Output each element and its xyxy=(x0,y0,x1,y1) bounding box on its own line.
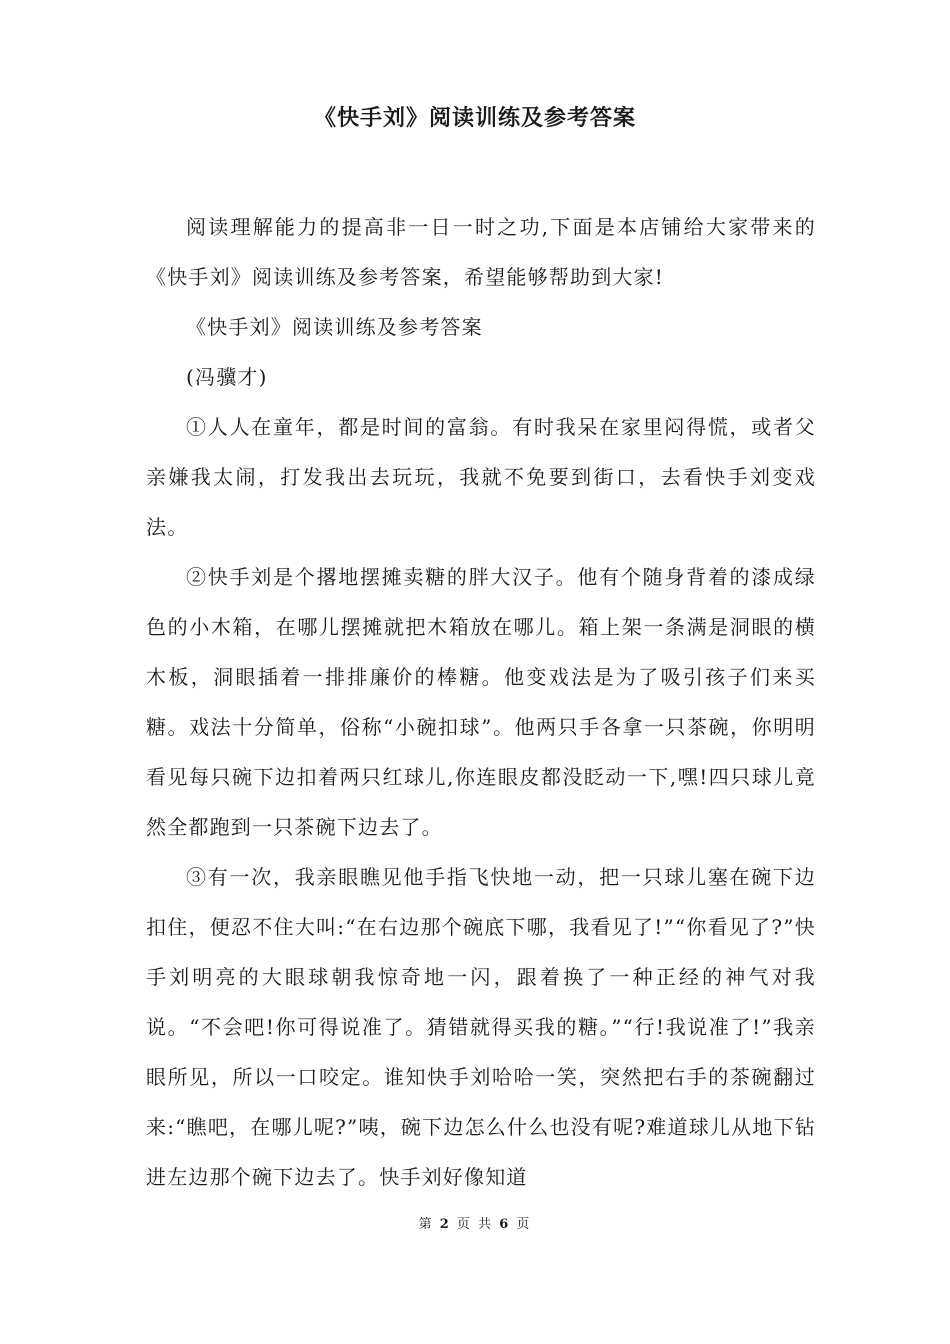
paragraph-2: ②快手刘是个撂地摆摊卖糖的胖大汉子。他有个随身背着的漆成绿色的小木箱，在哪儿摆摊就把木箱放在哪儿。箱上架一条满是洞眼的横木板，洞眼插着一排排廉价的棒糖。他变戏法是为了吸引孩子们来买糖。戏法十分简单，俗称“小碗扣球”。他两只手各拿一只茶碗，你明明看见每只碗下边扣着两只红球儿,你连眼皮都没眨动一下,嘿!四只球儿竟然全都跑到一只茶碗下边去了。 xyxy=(146,565,816,839)
footer-total-pages: 6 xyxy=(499,1217,511,1232)
footer-middle: 页 共 xyxy=(456,1217,494,1232)
paragraph-1: ①人人在童年，都是时间的富翁。有时我呆在家里闷得慌，或者父亲嫌我太闹，打发我出去玩玩，我就不免要到街口，去看快手刘变戏法。 xyxy=(146,415,816,539)
page-footer xyxy=(0,1216,950,1234)
footer-page-number: 2 xyxy=(439,1217,451,1232)
paragraph-author: (冯骥才) xyxy=(186,365,268,389)
paragraph-3: ③有一次，我亲眼瞧见他手指飞快地一动，把一只球儿塞在碗下边扣住，便忍不住大叫:“在右边那个碗底下哪，我看见了!”“你看见了?”快手刘明亮的大眼球朝我惊奇地一闪，跟着换了一种正经的神气对我说。“不会吧!你可得说准了。猜错就得买我的糖。”“行!我说准了!”我亲眼所见，所以一口咬定。谁知快手刘哈哈一笑，突然把右手的茶碗翻过来:“瞧吧，在哪儿呢?”咦，碗下边怎么什么也没有呢?难道球儿从地下钻进左边那个碗下边去了。快手刘好像知道 xyxy=(146,865,816,1189)
document-title: 《快手刘》阅读训练及参考答案 xyxy=(313,106,636,131)
document-body xyxy=(146,202,816,1202)
footer-prefix: 第 xyxy=(418,1217,434,1232)
paragraph-subtitle: 《快手刘》阅读训练及参考答案 xyxy=(186,315,483,339)
footer-suffix: 页 xyxy=(516,1217,532,1232)
paragraph-intro: 阅读理解能力的提高非一日一时之功,下面是本店铺给大家带来的《快手刘》阅读训练及参考答案，希望能够帮助到大家! xyxy=(146,215,816,289)
